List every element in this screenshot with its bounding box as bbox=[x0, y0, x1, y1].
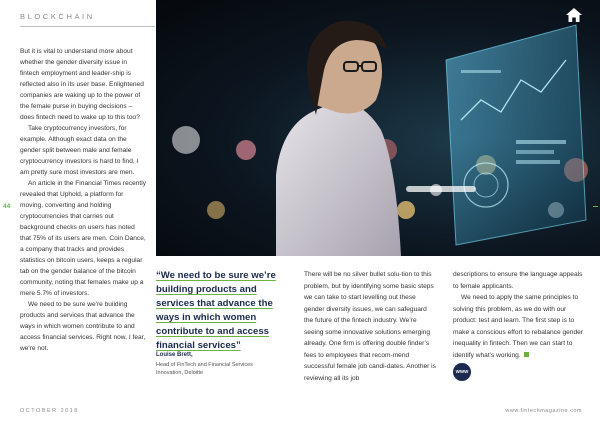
pull-quote-text: “We need to be sure we’re building products and services that advance the ways in which women contribute to and access financial services” bbox=[156, 270, 276, 351]
hero-photo bbox=[156, 0, 600, 256]
bokeh-light bbox=[397, 201, 415, 219]
www-link-badge[interactable]: WWW bbox=[453, 363, 471, 381]
paragraph-text: We need to apply the same principles to solving this problem, as we do with our product: test and learn. The first step is to make a conscious effort to rebalance gender inequality in fintech. Then we can start to identify what’s working. bbox=[453, 294, 584, 359]
home-icon[interactable] bbox=[566, 8, 582, 22]
paragraph-final bbox=[453, 292, 585, 361]
paragraph: There will be no silver bullet solu-tion to this problem, but by identifying some basic steps we can take to start levelling out these gender diversity issues, we can safeguard the future of the fintech industry. We’re seeing some innovative solutions emerging already. One firm is offering double finder’s fees to employees that recom-mend successful female job candi-dates. Another is reviewing all its job bbox=[304, 271, 436, 382]
header-divider bbox=[20, 26, 155, 27]
bokeh-light bbox=[172, 126, 200, 154]
pull-quote bbox=[156, 269, 286, 353]
paragraph: But it is vital to understand more about whether the gender diversity issue in fintech employment and leader-ship is reflected also in its user base. Enlightened companies are waking up to the power of the female purse in buying decisions – does fintech need to wake up to this too? bbox=[20, 48, 144, 121]
photo-illustration bbox=[156, 0, 600, 256]
holographic-screen bbox=[446, 25, 586, 245]
paragraph: descriptions to ensure the language appeals to female applicants. bbox=[453, 271, 583, 290]
article-body-column-3 bbox=[453, 269, 585, 361]
paragraph: We need to be sure we're building products and services that advance the ways in which women contribute to and access financial services. Right now, I fear, we're not. bbox=[20, 301, 146, 352]
footer-date: OCTOBER 2018 bbox=[20, 408, 79, 414]
page-number: 44 bbox=[3, 203, 11, 210]
quote-attribution-title: Head of FinTech and Financial Services Innovation, Deloitte bbox=[156, 362, 253, 376]
paragraph: Take cryptocurrency investors, for example. Although exact data on the gender split between male and female cryptocurrency investors is hard to find, I am pretty sure most investors are men. bbox=[20, 125, 139, 176]
edge-marker bbox=[593, 206, 598, 207]
article-body-column-1 bbox=[20, 46, 146, 354]
quote-attribution-name: Louise Brett, bbox=[156, 352, 193, 358]
bokeh-light bbox=[207, 201, 225, 219]
footer-website[interactable]: www.fintechmagazine.com bbox=[505, 408, 582, 414]
woman-figure bbox=[276, 100, 401, 256]
article-body-column-2 bbox=[304, 269, 436, 384]
end-of-article-icon bbox=[524, 352, 529, 357]
paragraph: An article in the Financial Times recently revealed that Uphold, a platform for moving, converting and holding cryptocurrencies that carries out background checks on users has noted that 75% of its users are men. Coin Dance, a company that tracks and provides statistics on bitcoin users, keeps a regular tab on the gender balance of the bitcoin community, noting that females make up a mere 5.7% of investors. bbox=[20, 180, 147, 297]
bokeh-light bbox=[236, 140, 256, 160]
section-label: BLOCKCHAIN bbox=[20, 12, 95, 21]
